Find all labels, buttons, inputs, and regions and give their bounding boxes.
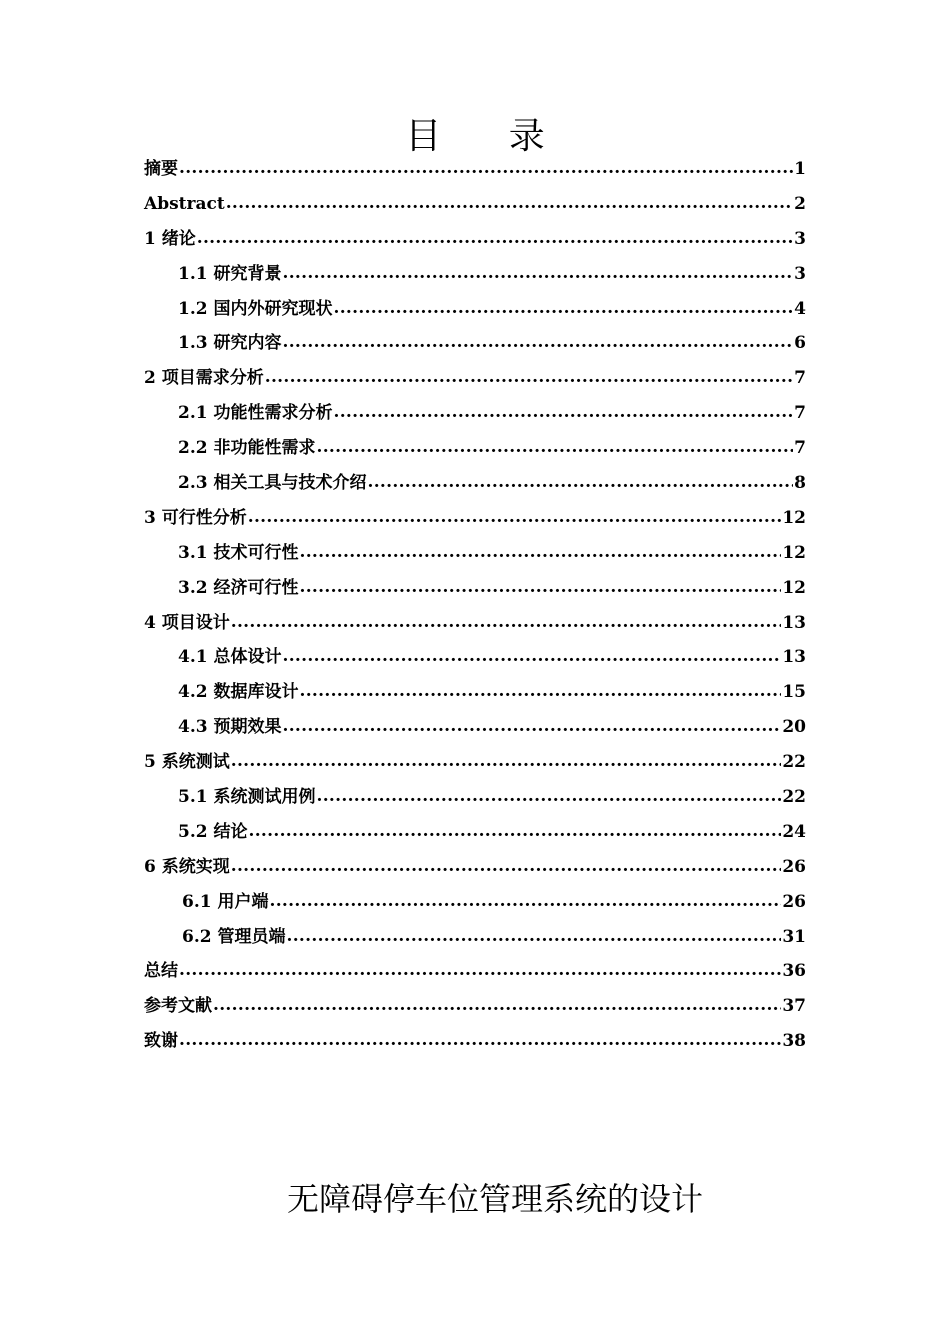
toc-leader-dots (283, 709, 782, 744)
toc-entry-label: 4.1 总体设计 (178, 647, 282, 668)
toc-entry[interactable] (144, 501, 806, 536)
toc-entry-page: 6 (794, 333, 806, 354)
toc-entry[interactable] (144, 989, 806, 1024)
toc-entry-label: 总结 (144, 961, 178, 982)
toc-entry-page: 7 (794, 403, 806, 424)
toc-entry-page: 36 (782, 961, 806, 982)
toc-entry[interactable] (144, 885, 806, 920)
toc-entry-page: 22 (782, 752, 806, 773)
toc-entry-label: Abstract (144, 193, 225, 214)
toc-entry-page: 26 (782, 891, 806, 912)
toc-entry[interactable] (144, 745, 806, 780)
toc-leader-dots (300, 674, 782, 709)
toc-leader-dots (179, 953, 781, 988)
toc-entry[interactable] (144, 571, 806, 606)
toc-entry-page: 26 (782, 856, 806, 877)
toc-entry-page: 12 (782, 507, 806, 528)
toc-leader-dots (231, 849, 782, 884)
toc-leader-dots (317, 779, 782, 814)
toc-entry[interactable] (144, 152, 806, 187)
toc-entry[interactable] (144, 326, 806, 361)
toc-entry-label: 摘要 (144, 159, 178, 179)
toc-entry-label: 致谢 (144, 1031, 178, 1052)
toc-entry[interactable] (144, 675, 806, 710)
toc-entry-label: 4 项目设计 (144, 612, 230, 633)
toc-leader-dots (197, 221, 793, 256)
toc-entry-label: 1.3 研究内容 (178, 333, 282, 354)
toc-entry-page: 20 (782, 717, 806, 738)
toc-entry-page: 7 (794, 368, 806, 389)
toc-entry-page: 31 (782, 926, 806, 947)
toc-leader-dots (213, 988, 781, 1023)
toc-entry-label: 参考文献 (144, 996, 212, 1017)
toc-entry-label: 6.2 管理员端 (182, 926, 286, 947)
document-title: 无障碍停车位管理系统的设计 (286, 1180, 703, 1218)
toc-entry[interactable] (144, 850, 806, 885)
toc-entry-label: 5.1 系统测试用例 (178, 787, 316, 808)
toc-entry[interactable] (144, 466, 806, 501)
toc-heading: 目 录 (405, 116, 573, 157)
toc-entry-label: 1 绪论 (144, 228, 196, 249)
toc-entry[interactable] (144, 780, 806, 815)
toc-entry-label: 3.2 经济可行性 (178, 577, 299, 598)
toc-entry-page: 13 (782, 612, 806, 633)
toc-entry-page: 15 (782, 682, 806, 703)
toc-entry[interactable] (144, 257, 806, 292)
toc-leader-dots (270, 884, 782, 919)
toc-leader-dots (334, 395, 794, 430)
toc-leader-dots (300, 535, 782, 570)
toc-leader-dots (179, 151, 793, 186)
toc-leader-dots (249, 814, 782, 849)
toc-entry-label: 3.1 技术可行性 (178, 542, 299, 563)
toc-entry-label: 2.3 相关工具与技术介绍 (178, 473, 367, 494)
toc-entry-page: 7 (794, 438, 806, 459)
toc-leader-dots (283, 639, 782, 674)
toc-leader-dots (300, 570, 782, 605)
toc-entry[interactable] (144, 640, 806, 675)
toc-leader-dots (226, 186, 793, 221)
toc-leader-dots (179, 1023, 781, 1058)
toc-leader-dots (283, 256, 794, 291)
toc-entry[interactable] (144, 536, 806, 571)
toc-entry[interactable] (144, 431, 806, 466)
toc-entry-label: 1.1 研究背景 (178, 263, 282, 284)
toc-leader-dots (265, 360, 793, 395)
toc-entry-label: 2.1 功能性需求分析 (178, 403, 333, 424)
toc-entry[interactable] (144, 954, 806, 989)
toc-entry[interactable] (144, 222, 806, 257)
toc-entry-page: 2 (794, 193, 806, 214)
toc-entry-label: 2.2 非功能性需求 (178, 438, 316, 459)
toc-entry[interactable] (144, 710, 806, 745)
toc-entry-page: 3 (794, 263, 806, 284)
toc-leader-dots (317, 430, 794, 465)
toc-entry-page: 22 (782, 787, 806, 808)
toc-entry-label: 6 系统实现 (144, 856, 230, 877)
toc-entry-label: 4.3 预期效果 (178, 717, 282, 738)
toc-entry-page: 8 (794, 473, 806, 494)
toc-entry-label: 2 项目需求分析 (144, 368, 264, 389)
toc-entry-page: 38 (782, 1031, 806, 1052)
toc-entry[interactable] (144, 815, 806, 850)
toc-entry-page: 1 (794, 159, 806, 179)
toc-entry-page: 3 (794, 228, 806, 249)
toc-entry-page: 12 (782, 542, 806, 563)
toc-entry[interactable] (144, 606, 806, 641)
toc-entry-label: 3 可行性分析 (144, 507, 247, 528)
toc-leader-dots (231, 744, 782, 779)
toc-leader-dots (368, 465, 794, 500)
toc-entry-label: 5 系统测试 (144, 752, 230, 773)
toc-leader-dots (287, 919, 782, 954)
toc-entry-page: 37 (782, 996, 806, 1017)
toc-entry[interactable] (144, 920, 806, 955)
toc-entry-label: 4.2 数据库设计 (178, 682, 299, 703)
toc-leader-dots (248, 500, 782, 535)
toc-entry-page: 24 (782, 821, 806, 842)
toc-entry[interactable] (144, 396, 806, 431)
toc-entry-label: 1.2 国内外研究现状 (178, 298, 333, 319)
toc-entry[interactable] (144, 187, 806, 222)
toc-entry[interactable] (144, 292, 806, 327)
toc-leader-dots (231, 605, 782, 640)
toc-entry-label: 5.2 结论 (178, 821, 248, 842)
table-of-contents (144, 152, 806, 1059)
toc-entry[interactable] (144, 361, 806, 396)
toc-entry-page: 13 (782, 647, 806, 668)
toc-entry-page: 12 (782, 577, 806, 598)
toc-entry-page: 4 (794, 298, 806, 319)
toc-entry-label: 6.1 用户端 (182, 891, 269, 912)
toc-entry[interactable] (144, 1024, 806, 1059)
toc-leader-dots (283, 325, 794, 360)
toc-leader-dots (334, 291, 794, 326)
